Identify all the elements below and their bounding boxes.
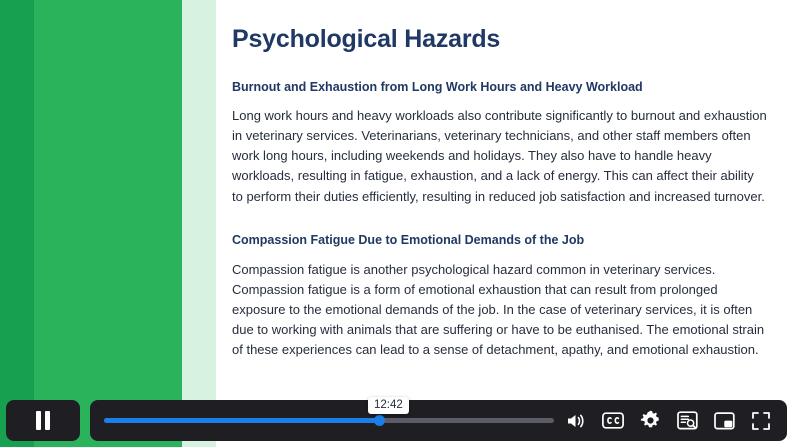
picture-in-picture-icon[interactable]	[712, 409, 736, 433]
media-player-bar	[0, 395, 795, 447]
gear-icon[interactable]	[638, 409, 662, 433]
decorative-band-light	[182, 0, 216, 447]
seek-handle[interactable]	[374, 415, 385, 426]
seek-slider[interactable]	[104, 411, 554, 431]
section-heading-1: Burnout and Exhaustion from Long Work Hours and Heavy Workload	[232, 80, 643, 94]
player-controls	[90, 400, 787, 441]
seek-progress	[104, 418, 379, 423]
seek-time-tooltip: 12:42	[368, 397, 409, 414]
section-heading-2: Compassion Fatigue Due to Emotional Demands of the Job	[232, 232, 585, 247]
play-pause-button[interactable]	[6, 400, 80, 441]
section-body-2: Compassion fatigue is another psychological hazard common in veterinary services. Compassion fatigue is a form of emotional exhaustion that can result from prolonged exposure to the emotional demands of the job. In the case of veterinary services, it is often due to working with animals that are suffering or have to be euthanised. The emotional strain of these experiences can lead to a sense of detachment, apathy, and emotional exhaustion.	[232, 261, 765, 358]
fullscreen-icon[interactable]	[749, 409, 773, 433]
closed-captions-icon[interactable]	[601, 409, 625, 433]
decorative-band-dark	[0, 0, 34, 447]
slide-content	[216, 0, 795, 447]
volume-icon[interactable]	[564, 409, 588, 433]
decorative-band-mid	[34, 0, 182, 447]
transcript-icon[interactable]	[675, 409, 699, 433]
page-title: Psychological Hazards	[232, 25, 501, 53]
player-buttons	[564, 409, 777, 433]
section-body-1: Long work hours and heavy workloads also contribute significantly to burnout and exhaustion in veterinary services. Veterinarians, veterinary technicians, and other staff members often work long hours, including weekends and holidays. They also have to handle heavy workloads, resulting in fatigue, exhaustion, and a lack of energy. This can affect their ability to perform their duties efficiently, resulting in reduced job satisfaction and increased turnover.	[232, 108, 767, 204]
pause-icon	[35, 411, 51, 430]
